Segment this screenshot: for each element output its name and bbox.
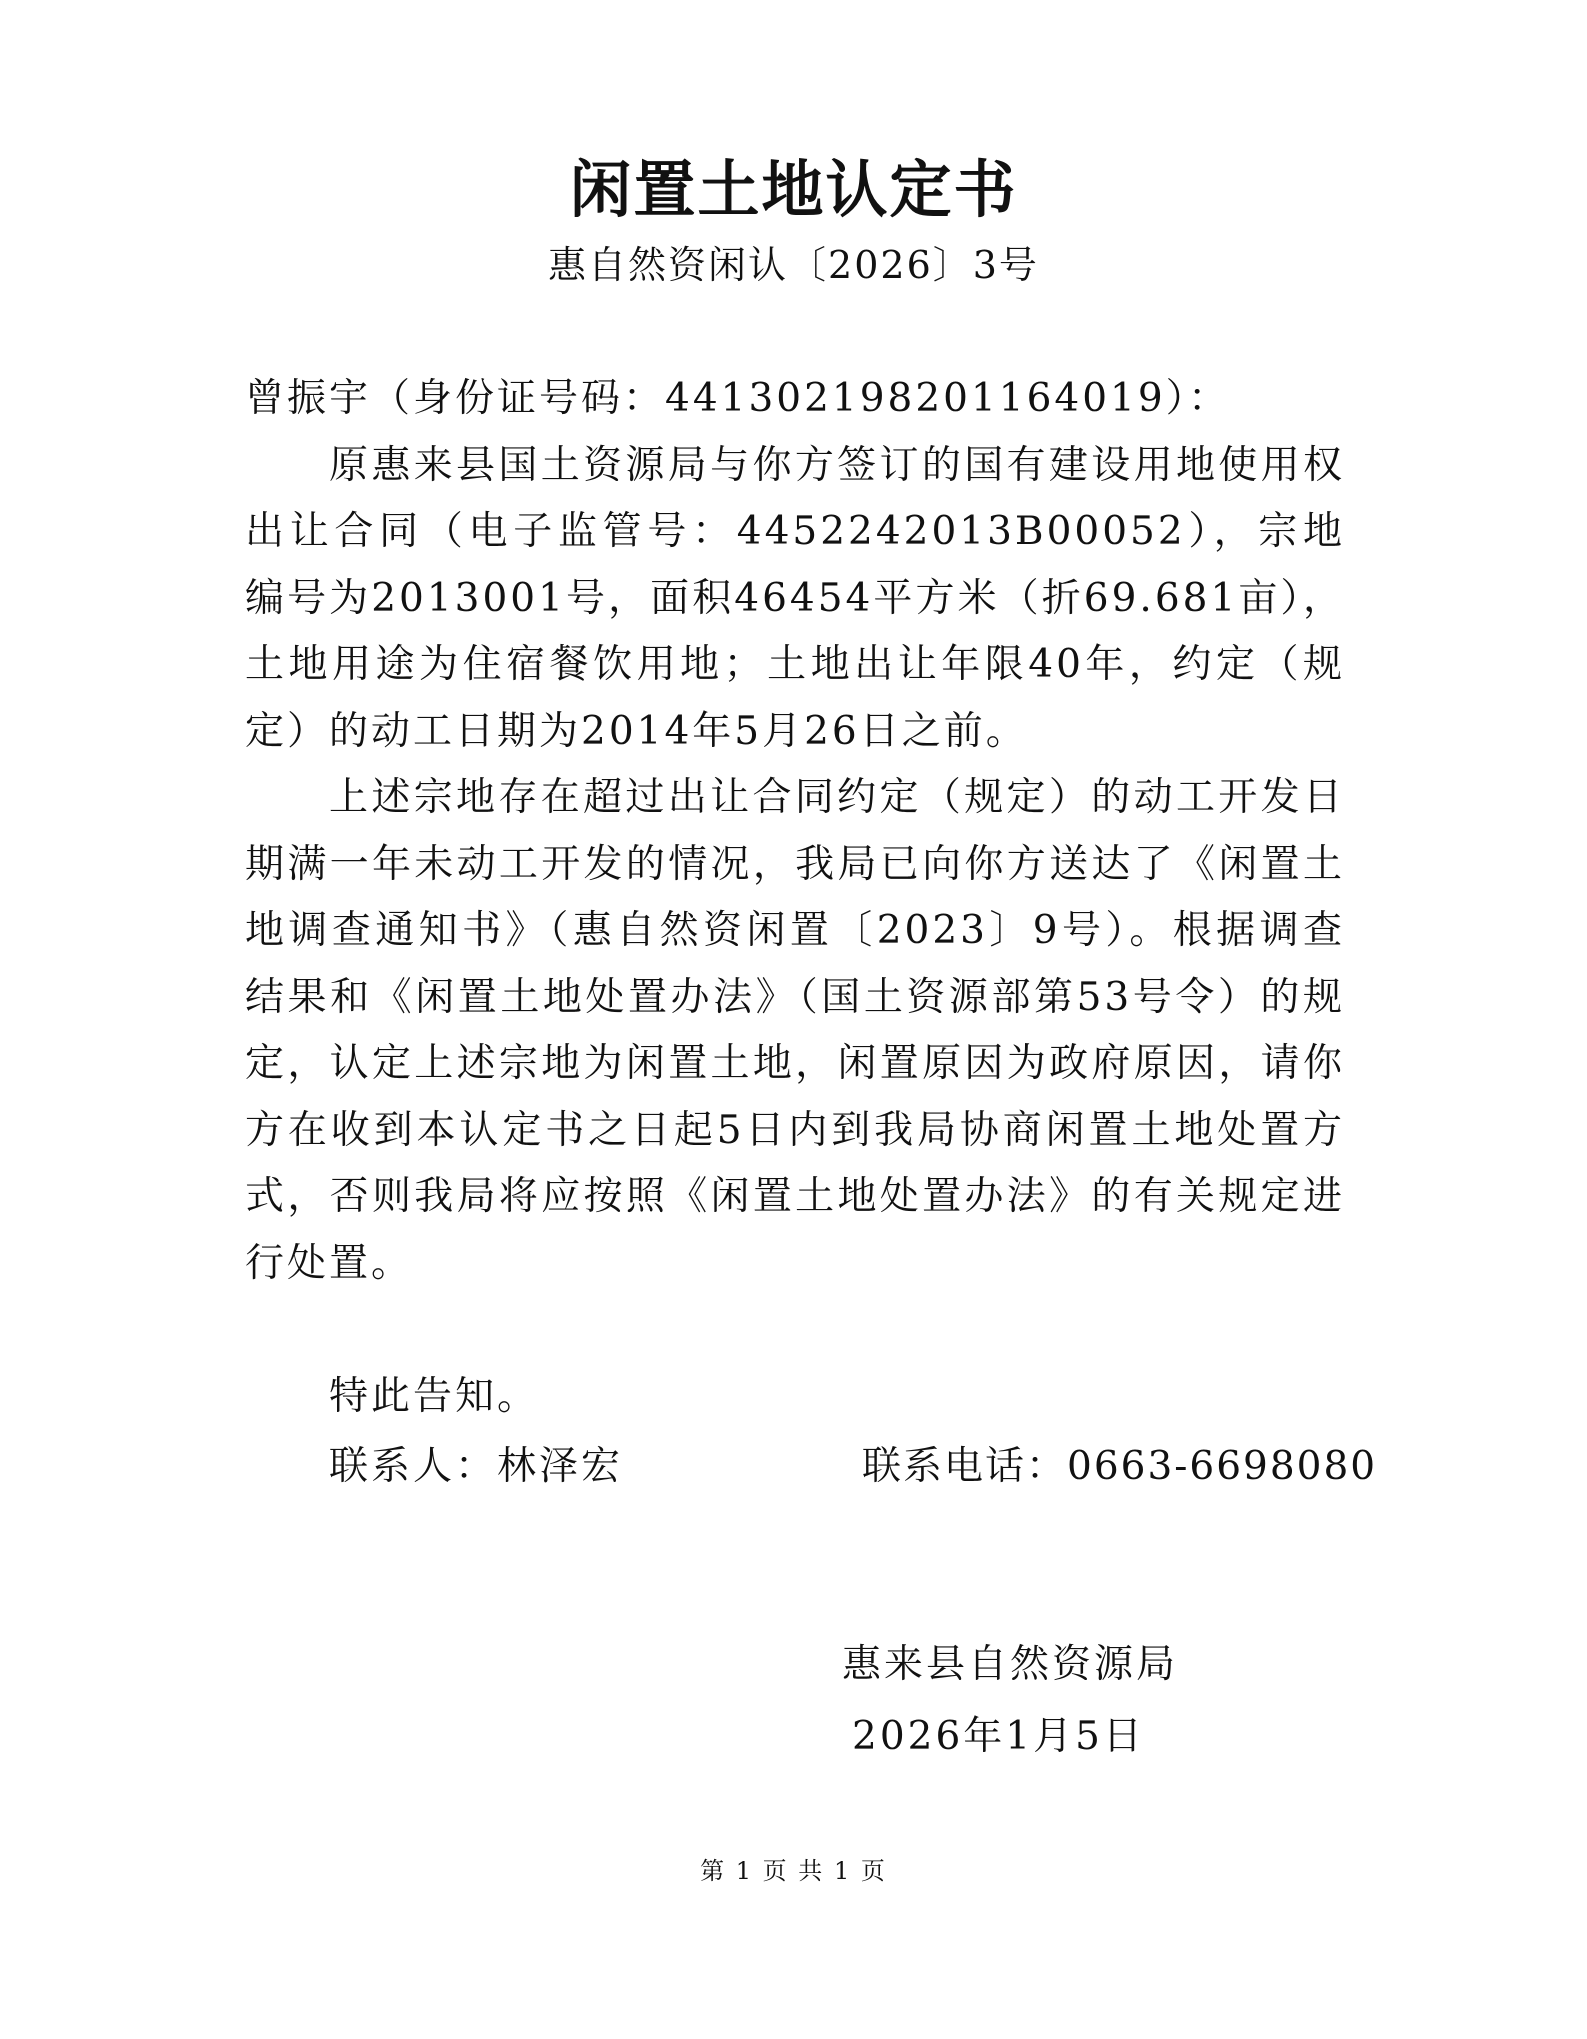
notice-closing: 特此告知。	[329, 1374, 540, 1419]
issue-date: 2026年1月5日	[852, 1714, 1145, 1759]
body-paragraph-1: 原惠来县国土资源局与你方签订的国有建设用地使用权出让合同（电子监管号：4452242013B00052），宗地编号为2013001号，面积46454平方米（折69.681亩），土地用途为住宿餐饮用地；土地出让年限40年，约定（规定）的动工日期为2014年5月26日之前。	[245, 442, 1345, 754]
issuer-name: 惠来县自然资源局	[842, 1642, 1179, 1687]
document-title: 闲置土地认定书	[569, 153, 1018, 226]
page-footer: 第 1 页 共 1 页	[700, 1857, 887, 1885]
contact-person: 联系人：林泽宏	[329, 1444, 624, 1489]
body-paragraph-2: 上述宗地存在超过出让合同约定（规定）的动工开发日期满一年未动工开发的情况，我局已向你方送达了《闲置土地调查通知书》（惠自然资闲置〔2023〕9号）。根据调查结果和《闲置土地处置办法》（国土资源部第53号令）的规定，认定上述宗地为闲置土地，闲置原因为政府原因，请你方在收到本认定书之日起5日内到我局协商闲置土地处置方式，否则我局将应按照《闲置土地处置办法》的有关规定进行处置。	[245, 775, 1345, 1286]
document-number: 惠自然资闲认〔2026〕3号	[548, 243, 1039, 287]
document-body	[245, 366, 1345, 1297]
contact-phone: 联系电话：0663-6698080	[862, 1444, 1378, 1489]
addressee: 曾振宇（身份证号码：441302198201164019）：	[245, 376, 1231, 421]
